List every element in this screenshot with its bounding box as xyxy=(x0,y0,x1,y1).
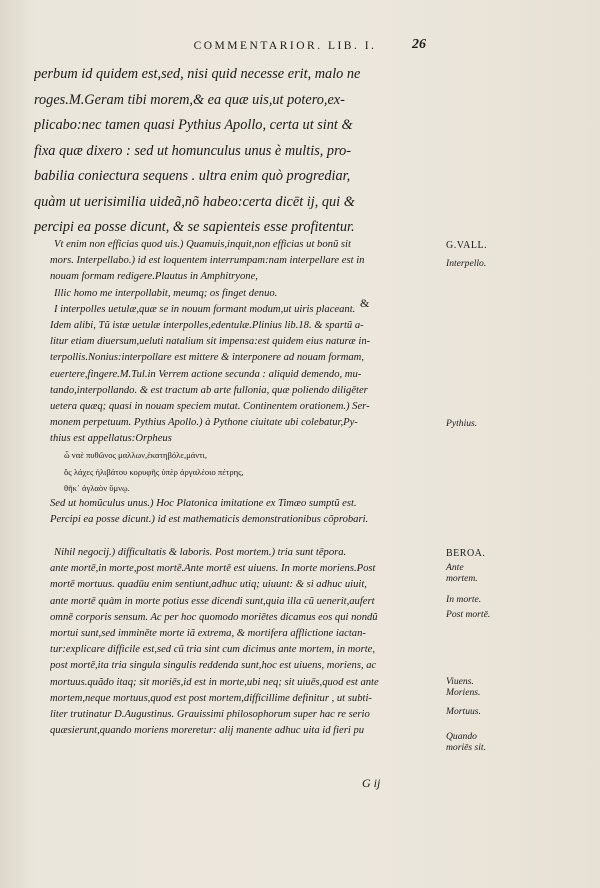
fleuron-ornament: & xyxy=(360,296,370,310)
main-text-line: babilia coniectura sequens . ultra enim quò progrediar, xyxy=(34,168,351,184)
marginal-note-pythius: Pythius. xyxy=(446,418,478,429)
marginal-note-gvall: G.VALL. xyxy=(446,240,488,251)
commentary-line: uetera quæq; quasi in nouam speciem mutat. Continentem orationem.) Ser- xyxy=(50,400,370,412)
main-text-block xyxy=(34,62,434,241)
main-text-line: plicabo:nec tamen quasi Pythius Apollo, certa ut sint & xyxy=(34,117,353,133)
commentary-line: Vt enim non efficias quod uis.) Quamuis,inquit,non efficias ut bonũ sit xyxy=(54,239,351,250)
main-text-line: percipi ea posse dicunt, & se sapienteis esse profitentur. xyxy=(34,219,355,235)
commentary-line: post mortē,ita tria singula singulis reddenda sunt,hoc est uiuens, moriens, ac xyxy=(50,660,377,672)
commentary-line: Percipi ea posse dicunt.) id est mathematicis demonstrationibus cõprobari. xyxy=(50,514,369,526)
commentary-line: Sed ut homũculus unus.) Hoc Platonica imitatione ex Timæo sumptũ est. xyxy=(50,498,357,509)
marginal-note-in-morte: In morte. xyxy=(446,594,482,605)
commentary-line: mortuus.quãdo itaq; sit moriēs,id est in morte,ubi neq; sit uiuēs,quod est ante xyxy=(50,676,379,688)
commentary-line: liter trutinatur D.Augustinus. Grauissimi philosophorum super hac re serio xyxy=(50,708,370,720)
commentary-line: monem perpetuum. Pythius Apollo.) à Pythone ciuitate ubi colebatur,Py- xyxy=(50,417,358,429)
main-text-line: quàm ut uerisimilia uideã,nõ habeo:certa dicēt ij, qui & xyxy=(34,193,355,210)
main-text-line: perbum id quidem est,sed, nisi quid necesse erit, malo ne xyxy=(34,66,361,82)
commentary-line: ὦ ναὲ πυθῶνος μαλλων,ἑκατηβόλε,μάντι, xyxy=(64,450,208,461)
marginal-note-post-mortem: Post mortē. xyxy=(446,609,491,620)
commentary-line: euertere,fingere.M.Tul.in Verrem actione secunda : aliquid demendo, mu- xyxy=(50,368,362,380)
commentary-line: Nihil negocij.) difficultatis & laboris. Post mortem.) tria sunt tēpora. xyxy=(54,547,347,558)
commentary-line: thius est appellatus:Orpheus xyxy=(50,433,172,445)
page-number: 26 xyxy=(412,37,426,52)
signature-mark: G ij xyxy=(362,776,381,790)
commentary-line: quæsierunt,quando moriens moreretur: alij manente adhuc uita id fieri pu xyxy=(50,725,365,737)
commentary-line: ὃς λάχες ἠλιβάτου κορυφῆς ὑπὲρ ἀργαλέοιο πέτρης, xyxy=(64,466,244,477)
commentary-line: I interpolles uetulæ,quæ se in nouum formant modum,ut uiris placeant. xyxy=(54,303,356,315)
commentary-block-valla xyxy=(50,237,442,528)
marginal-note-interpello: Interpello. xyxy=(446,258,487,269)
marginal-note-beroa: BEROA. xyxy=(446,548,486,559)
marginal-note-mortuus: Mortuus. xyxy=(446,706,481,717)
commentary-line: tando,interpollando. & est tractum ab arte fullonia, quæ poliendo diligēter xyxy=(50,384,368,396)
main-text-line: roges.M.Geram tibi morem,& ea quæ uis,ut potero,ex- xyxy=(34,91,345,108)
commentary-line: Idem alibi, Tũ istæ uetulæ interpolles,edentulæ.Plinius lib.18. & spartũ a- xyxy=(50,319,364,331)
commentary-line: Illic homo me interpollabit, meumq; os finget denuo. xyxy=(54,287,278,299)
commentary-line: ante mortē quàm in morte potius esse dicendi sunt,quia illa cũ uenerit,aufert xyxy=(50,595,375,607)
marginal-note-ante-mortem: Ante mortem. xyxy=(446,562,478,584)
commentary-line: mors. Interpellabo.) id est loquentem interrumpam:nam interpellare est in xyxy=(50,255,365,267)
commentary-line: mortem,neque mortuus,quod est post mortem,difficillime definitur , ut subti- xyxy=(50,692,372,704)
marginal-note-quando-moriens: Quando moriēs sit. xyxy=(446,731,486,753)
commentary-line: mortē mortuus. quadūu enim sentiunt,adhuc utiq; uiuunt: & si adhuc uiuit, xyxy=(50,579,367,591)
commentary-line: tur:explicare difficile est,sed cũ tria sint cum dicimus ante mortem, in morte, xyxy=(50,644,376,656)
commentary-line: nouam formam redigere.Plautus in Amphitryone, xyxy=(50,271,258,283)
commentary-line: litur etiam diuersum,ueluti natalium sit impensa:est quidem eius naturæ in- xyxy=(50,336,371,348)
commentary-line: ante mortē,in morte,post mortē.Ante mortē est uiuens. In morte moriens.Post xyxy=(50,563,376,575)
running-head: COMMENTARIOR. LIB. I. xyxy=(193,40,377,52)
commentary-block-beroaldus xyxy=(50,545,442,739)
marginal-note-viuens-moriens: Viuens. Moriens. xyxy=(446,676,481,698)
commentary-line: mortui sunt,sed imminēte morte iã extrema, & mortifera afflictione iactan- xyxy=(50,627,366,639)
commentary-line: θῆκ᾽ ἀγλαὸν ὕμνῳ. xyxy=(64,482,130,493)
commentary-line: terpollis.Nonius:interpollare est mittere & interponere ad nouam formam, xyxy=(50,352,364,364)
main-text-line: fixa quæ dixero : sed ut homunculus unus è multis, pro- xyxy=(34,142,352,159)
commentary-line: omnē corporis sensum. Ac per hoc quomodo moriētes dicamus eos qui nondũ xyxy=(50,611,378,623)
